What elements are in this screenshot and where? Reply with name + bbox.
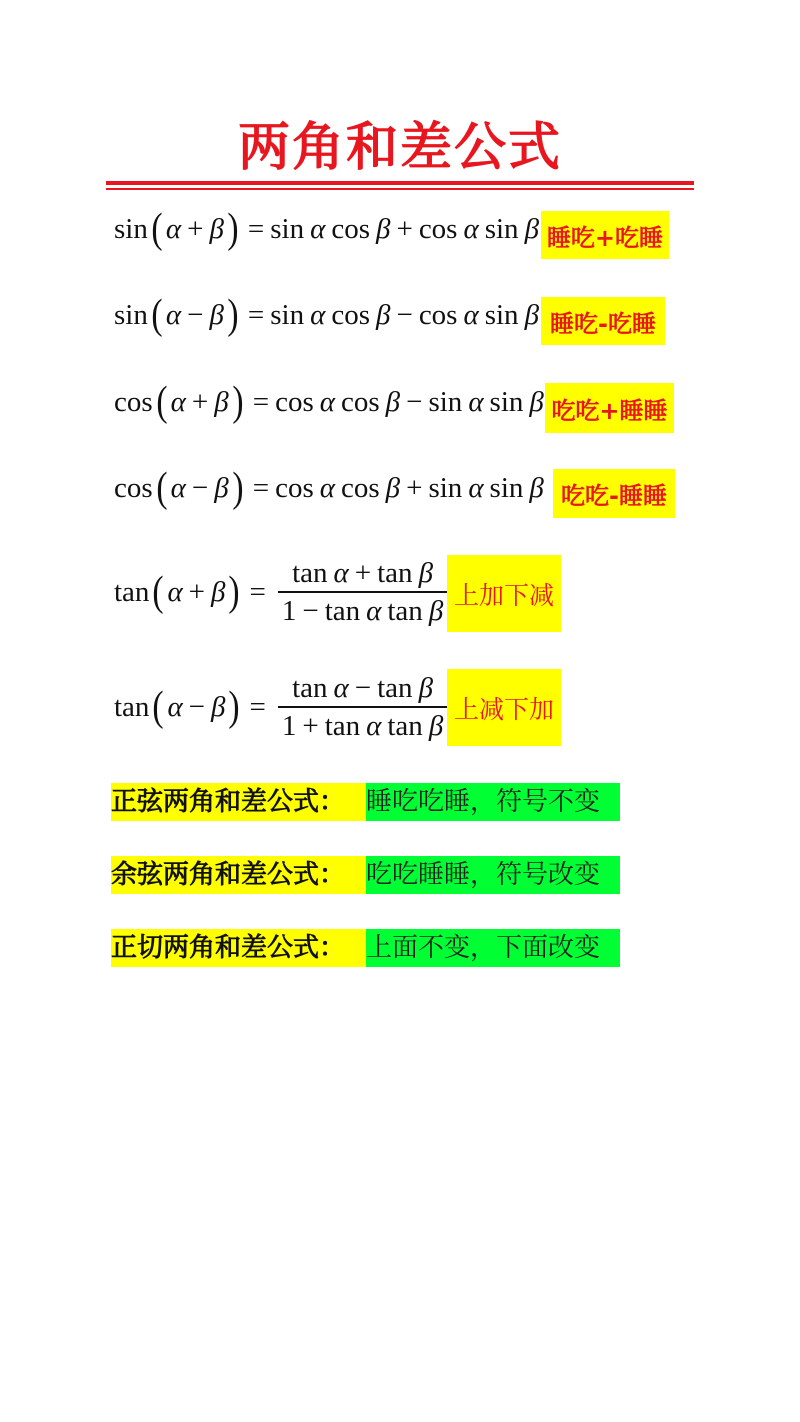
denominator-term: β xyxy=(428,710,444,742)
summary-tangent xyxy=(111,929,620,967)
rhs-term: sin xyxy=(428,471,463,504)
numerator-operator: + xyxy=(354,557,372,589)
alpha-symbol: α xyxy=(165,212,182,245)
rhs-term: cos xyxy=(275,471,314,504)
denominator-operator: + xyxy=(302,710,319,742)
rhs-term: α xyxy=(463,212,479,245)
lhs-function: sin xyxy=(114,212,148,245)
title-underline-thick xyxy=(106,181,694,185)
page-title: 两角和差公式 xyxy=(237,118,562,178)
lhs-operator: + xyxy=(191,385,209,418)
mnemonic-badge: 上减下加 xyxy=(447,669,561,746)
beta-symbol: β xyxy=(209,212,224,245)
rhs-term: α xyxy=(310,298,326,331)
rhs-term: cos xyxy=(275,385,314,418)
lhs-function: cos xyxy=(114,385,153,418)
rhs-term: sin xyxy=(484,298,519,331)
summary-value: 上面不变，下面改变 xyxy=(366,929,620,967)
denominator-term: α xyxy=(366,710,382,742)
left-paren: ( xyxy=(152,684,165,730)
rhs-term: sin xyxy=(484,212,519,245)
denominator-term: β xyxy=(428,595,444,627)
lhs-function: tan xyxy=(114,690,150,723)
numerator xyxy=(288,555,437,591)
rhs-term: β xyxy=(385,471,401,504)
rhs-term: β xyxy=(376,212,391,245)
rhs-term: α xyxy=(319,471,335,504)
rhs-term: β xyxy=(529,471,544,504)
denominator-term: 1 xyxy=(281,595,297,627)
rhs-term: cos xyxy=(340,385,380,418)
summary-cosine xyxy=(111,856,620,894)
rhs-term: sin xyxy=(270,212,305,245)
formula-sin-sum xyxy=(114,208,539,250)
right-paren: ) xyxy=(232,465,244,511)
alpha-symbol: α xyxy=(170,385,186,418)
rhs-term: cos xyxy=(418,298,458,331)
right-paren: ) xyxy=(227,206,239,252)
beta-symbol: β xyxy=(209,298,224,331)
rhs-term: sin xyxy=(428,385,463,418)
left-paren: ( xyxy=(156,379,168,425)
numerator-operator: − xyxy=(354,672,372,704)
beta-symbol: β xyxy=(211,575,226,608)
mnemonic-badge: 睡吃-吃睡 xyxy=(541,297,665,345)
summary-value: 吃吃睡睡，符号改变 xyxy=(366,856,620,894)
rhs-operator: + xyxy=(406,471,423,504)
rhs-term: β xyxy=(529,385,544,418)
formula-cos-difference xyxy=(114,467,544,509)
rhs-term: α xyxy=(468,471,484,504)
lhs-function: cos xyxy=(114,471,153,504)
right-paren: ) xyxy=(227,292,239,338)
left-paren: ( xyxy=(151,206,163,252)
lhs-function: tan xyxy=(114,575,150,608)
beta-symbol: β xyxy=(211,690,226,723)
right-paren: ) xyxy=(228,569,241,615)
alpha-symbol: α xyxy=(167,690,183,723)
numerator-term: tan xyxy=(292,557,328,589)
numerator xyxy=(288,670,437,706)
summary-label: 正切两角和差公式： xyxy=(111,929,366,967)
rhs-term: β xyxy=(376,298,391,331)
rhs-term: β xyxy=(524,212,540,245)
denominator xyxy=(278,708,447,744)
lhs-operator: − xyxy=(188,690,206,723)
numerator-term: α xyxy=(333,672,349,704)
denominator-term: 1 xyxy=(281,710,297,742)
lhs-operator: + xyxy=(187,212,204,245)
denominator-term: tan xyxy=(324,595,361,627)
left-paren: ( xyxy=(151,292,163,338)
equals-sign: = xyxy=(252,385,270,418)
left-paren: ( xyxy=(152,569,165,615)
rhs-operator: − xyxy=(396,298,413,331)
numerator-term: tan xyxy=(292,672,328,704)
lhs-operator: − xyxy=(187,298,204,331)
rhs-term: β xyxy=(524,298,540,331)
fraction xyxy=(278,555,447,629)
lhs-operator: − xyxy=(191,471,209,504)
alpha-symbol: α xyxy=(170,471,186,504)
denominator xyxy=(278,593,447,629)
left-paren: ( xyxy=(156,465,168,511)
right-paren: ) xyxy=(228,684,241,730)
rhs-term: β xyxy=(385,385,401,418)
denominator-term: tan xyxy=(324,710,361,742)
denominator-term: α xyxy=(366,595,382,627)
formula-sin-difference xyxy=(114,294,539,336)
summary-sine xyxy=(111,783,620,821)
rhs-term: sin xyxy=(489,385,524,418)
rhs-term: sin xyxy=(270,298,305,331)
numerator-term: β xyxy=(418,672,434,704)
formula-tan-sum xyxy=(114,555,447,629)
numerator-term: α xyxy=(333,557,349,589)
mnemonic-badge: 上加下减 xyxy=(447,555,561,632)
formula-tan-difference xyxy=(114,670,447,744)
lhs-function: sin xyxy=(114,298,148,331)
beta-symbol: β xyxy=(214,385,229,418)
summary-label: 余弦两角和差公式： xyxy=(111,856,366,894)
equals-sign: = xyxy=(247,212,265,245)
summary-label: 正弦两角和差公式： xyxy=(111,783,366,821)
numerator-term: β xyxy=(418,557,434,589)
equals-sign: = xyxy=(252,471,270,504)
denominator-term: tan xyxy=(387,710,423,742)
title-underline-thin xyxy=(106,188,694,190)
mnemonic-badge: 睡吃+吃睡 xyxy=(541,211,669,259)
beta-symbol: β xyxy=(214,471,229,504)
denominator-operator: − xyxy=(302,595,319,627)
right-paren: ) xyxy=(232,379,244,425)
rhs-term: cos xyxy=(331,298,370,331)
fraction xyxy=(278,670,447,744)
summary-value: 睡吃吃睡，符号不变 xyxy=(366,783,620,821)
rhs-term: cos xyxy=(331,212,370,245)
rhs-term: α xyxy=(463,298,479,331)
rhs-term: α xyxy=(319,385,335,418)
mnemonic-badge: 吃吃+睡睡 xyxy=(545,383,674,433)
alpha-symbol: α xyxy=(165,298,182,331)
rhs-term: sin xyxy=(489,471,524,504)
denominator-term: tan xyxy=(387,595,423,627)
rhs-term: cos xyxy=(418,212,458,245)
rhs-operator: + xyxy=(396,212,413,245)
rhs-operator: − xyxy=(406,385,423,418)
equals-sign: = xyxy=(249,575,266,608)
numerator-term: tan xyxy=(377,557,413,589)
alpha-symbol: α xyxy=(167,575,183,608)
equals-sign: = xyxy=(247,298,265,331)
lhs-operator: + xyxy=(188,575,206,608)
numerator-term: tan xyxy=(377,672,413,704)
rhs-term: cos xyxy=(340,471,380,504)
rhs-term: α xyxy=(310,212,326,245)
equals-sign: = xyxy=(249,690,266,723)
rhs-term: α xyxy=(468,385,484,418)
formula-cos-sum xyxy=(114,381,544,423)
mnemonic-badge: 吃吃-睡睡 xyxy=(553,469,675,518)
